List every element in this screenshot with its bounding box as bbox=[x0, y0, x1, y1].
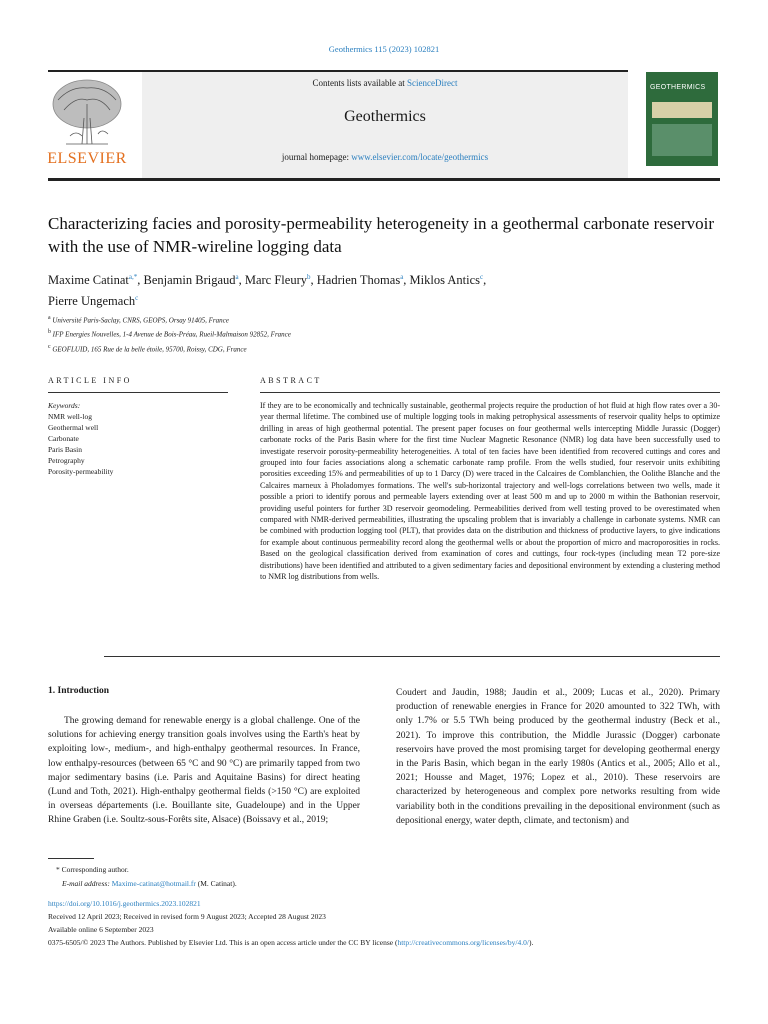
abstract-heading: ABSTRACT bbox=[260, 376, 322, 385]
homepage-link[interactable]: www.elsevier.com/locate/geothermics bbox=[351, 152, 489, 162]
intro-paragraph-left: The growing demand for renewable energy is a global challenge. One of the solutions for achieving energy transition goals involves using the Earth's heat by exploiting low-, medium-, and high-enthalpy geothermal resources. In France, low enthalpy-resources (between 65 °C and 90 °C) are primarily tapped from two major sedimentary basins (i.e. Paris and Aquitaine Basins) for direct heating (Lund and Toth, 2021). High-enthalpy geothermal fields (>150 °C) are exploited in overseas départements (i.e. Bouillante site, Guadeloupe) and in the Upper Rhine Graben (i.e. Soultz-sous-Forêts site, Alsace) (Boissavy et al., 2019; bbox=[48, 716, 360, 826]
keywords-label: Keywords: bbox=[48, 401, 81, 410]
keyword: Geothermal well bbox=[48, 423, 99, 432]
affiliations bbox=[48, 312, 728, 355]
doi-link[interactable]: https://doi.org/10.1016/j.geothermics.2023.102821 bbox=[48, 899, 201, 908]
author-name[interactable]: Hadrien Thomas bbox=[316, 273, 401, 288]
journal-reference[interactable]: Geothermics 115 (2023) 102821 bbox=[328, 44, 440, 54]
journal-cover-thumbnail[interactable] bbox=[646, 72, 718, 166]
keyword: Petrography bbox=[48, 456, 85, 465]
keyword: Paris Basin bbox=[48, 445, 82, 454]
author-affil-mark[interactable]: c bbox=[480, 273, 484, 281]
keyword: Carbonate bbox=[48, 434, 79, 443]
author-name[interactable]: Maxime Catinat bbox=[48, 273, 129, 288]
available-online: Available online 6 September 2023 bbox=[48, 925, 154, 934]
contents-prefix: Contents lists available at bbox=[312, 78, 405, 88]
author-name[interactable]: Miklos Antics bbox=[409, 273, 481, 288]
contents-line bbox=[142, 78, 628, 88]
corresponding-author-note: * Corresponding author. bbox=[56, 865, 129, 874]
email-suffix: (M. Catinat). bbox=[197, 879, 237, 888]
article-title: Characterizing facies and porosity-permeability heterogeneity in a geothermal carbonate reservoir with the use of NMR-wireline logging data bbox=[48, 214, 715, 256]
article-info-heading: ARTICLE INFO bbox=[48, 376, 132, 385]
cover-title: GEOTHERMICS bbox=[650, 84, 706, 91]
author-affil-mark[interactable]: b bbox=[307, 273, 311, 281]
license-text: 0375-6505/© 2023 The Authors. Published by Elsevier Ltd. This is an open access article under the CC BY license ( bbox=[48, 938, 398, 947]
author-affil-mark[interactable]: a bbox=[400, 273, 404, 281]
author-name[interactable]: Pierre Ungemach bbox=[48, 294, 136, 309]
author-list: Maxime Catinat$^{a,*}$, Benjamin Brigaud$^a$, Marc Fleury$^b$, Hadrien Thomas$^a$, Miklos Antics$^c$, Pierre Ungemach$^c$ bbox=[48, 273, 487, 309]
author-name[interactable]: Benjamin Brigaud bbox=[143, 273, 236, 288]
received-dates: Received 12 April 2023; Received in revised form 9 August 2023; Accepted 28 August 2023 bbox=[48, 912, 326, 921]
author-affil-mark[interactable]: a bbox=[235, 273, 239, 281]
keyword: NMR well-log bbox=[48, 412, 92, 421]
keyword: Porosity-permeability bbox=[48, 467, 114, 476]
license-line bbox=[48, 937, 728, 948]
license-link[interactable]: http://creativecommons.org/licenses/by/4.0/ bbox=[397, 938, 529, 947]
homepage-line bbox=[142, 152, 628, 162]
header-bottom-rule bbox=[48, 178, 720, 181]
section-divider bbox=[104, 656, 720, 657]
author-affil-mark[interactable]: a,* bbox=[128, 273, 138, 281]
homepage-prefix: journal homepage: bbox=[281, 152, 350, 162]
affiliation: $^b$ IFP Energies Nouvelles, 1-4 Avenue de Bois-Préau, Rueil-Malmaison 92852, France bbox=[48, 329, 291, 339]
cover-image-block bbox=[652, 124, 712, 156]
abstract-text: If they are to be economically and technically sustainable, geothermal projects require the production of hot fluid at high flow rates over a 30-year thermal lifetime. The combined use of multiple logging tools in making petrophysical assessments of reservoir quality helps to optimize drilling in areas of high geothermal potential. The present paper focuses on four geothermal wells intercepting Middle Jurassic (Dogger) carbonate rocks of the Paris Basin where for the first time Nuclear Magnetic Resonance (NMR) log data have been successfully used to investigate reservoir porosity-permeability heterogeneities. A total of ten facies have been identified from recovered cuttings and cores and grouped into four facies associations along a schematic carbonate ramp profile. From the wells studied, four reservoir units exhibiting porosities exceeding 15% and permeabilities of up to 1 Darcy (D) were traced in the Calcaires de Comblanchien, the Oolithe Blanche and the Calcaires marneux à Pholadomyes formations. The well's sub-horizontal trajectory and well-logs correlations between two wells, made it possible a priori to identify porous and permeable layers extending over at least 500 m and up to 2000 m within the Bathonian reservoir, providing useful pointers for further 3D reservoir geomodeling. Permeabilities derived from well testing proved to be overestimated when compared with NMR-derived permeabilities, illustrating the upscaling problem that is invariably a challenge in carbonate systems. NMR can be combined with production logging tool (PLT), that provides data on the distribution and thickness of productive layers, to give indications for example about continuous permeability record along the geothermal wells or about the proportion of micro and macroporosities in rocks. Based on the geological classification derived from examination of cores and cuttings, four rock-types (including mean T2 pore-size distributions) have been identified and attributed to a given sedimentary facies and depositional environment by extending a clustering method to NMR log distributions from wells. bbox=[260, 401, 720, 582]
intro-paragraph-right: Coudert and Jaudin, 1988; Jaudin et al., 2009; Lucas et al., 2020). Primary production of renewable energies in France for 2020 amounted to 322 TWh, with only 1.7% or 5.5 TWh being produced by the geothermal industry (Beck et al., 2021). To improve this contribution, the Middle Jurassic (Dogger) carbonate reservoirs have proved the most promising target for developing geothermal energy in the Paris Basin, which began in the early 1980s (Antics et al., 2005; Allo et al., 2021; Housse and Maget, 1976; Lopez et al., 2010). These reservoirs are characterized by heterogeneous and complex pore networks resulting from wide variability both in the conditions prevailing in the depositional environment (such as depositional energy, water depth, climate, and tectonism) and bbox=[396, 688, 720, 826]
abstract-rule bbox=[260, 392, 720, 393]
email-label: E-mail address: bbox=[62, 879, 110, 888]
footnote-rule bbox=[48, 858, 94, 859]
sciencedirect-link[interactable]: ScienceDirect bbox=[407, 78, 458, 88]
email-link[interactable]: Maxime-catinat@hotmail.fr bbox=[111, 879, 196, 888]
license-end: ). bbox=[528, 938, 534, 947]
author-affil-mark[interactable]: c bbox=[135, 294, 139, 303]
journal-title: Geothermics bbox=[344, 108, 426, 125]
email-note bbox=[62, 878, 237, 889]
affiliation: $^c$ GEOFLUID, 165 Rue de la belle étoile, 95700, Roissy, CDG, France bbox=[48, 343, 247, 353]
affiliation: $^a$ Université Paris-Saclay, CNRS, GEOPS, Orsay 91405, France bbox=[48, 315, 229, 325]
author-name[interactable]: Marc Fleury bbox=[244, 273, 307, 288]
keywords-block bbox=[48, 400, 228, 477]
article-info-rule bbox=[48, 392, 228, 393]
publisher-wordmark: ELSEVIER bbox=[47, 150, 127, 167]
cover-image-block bbox=[652, 102, 712, 118]
section-heading-introduction: 1. Introduction bbox=[48, 686, 110, 696]
